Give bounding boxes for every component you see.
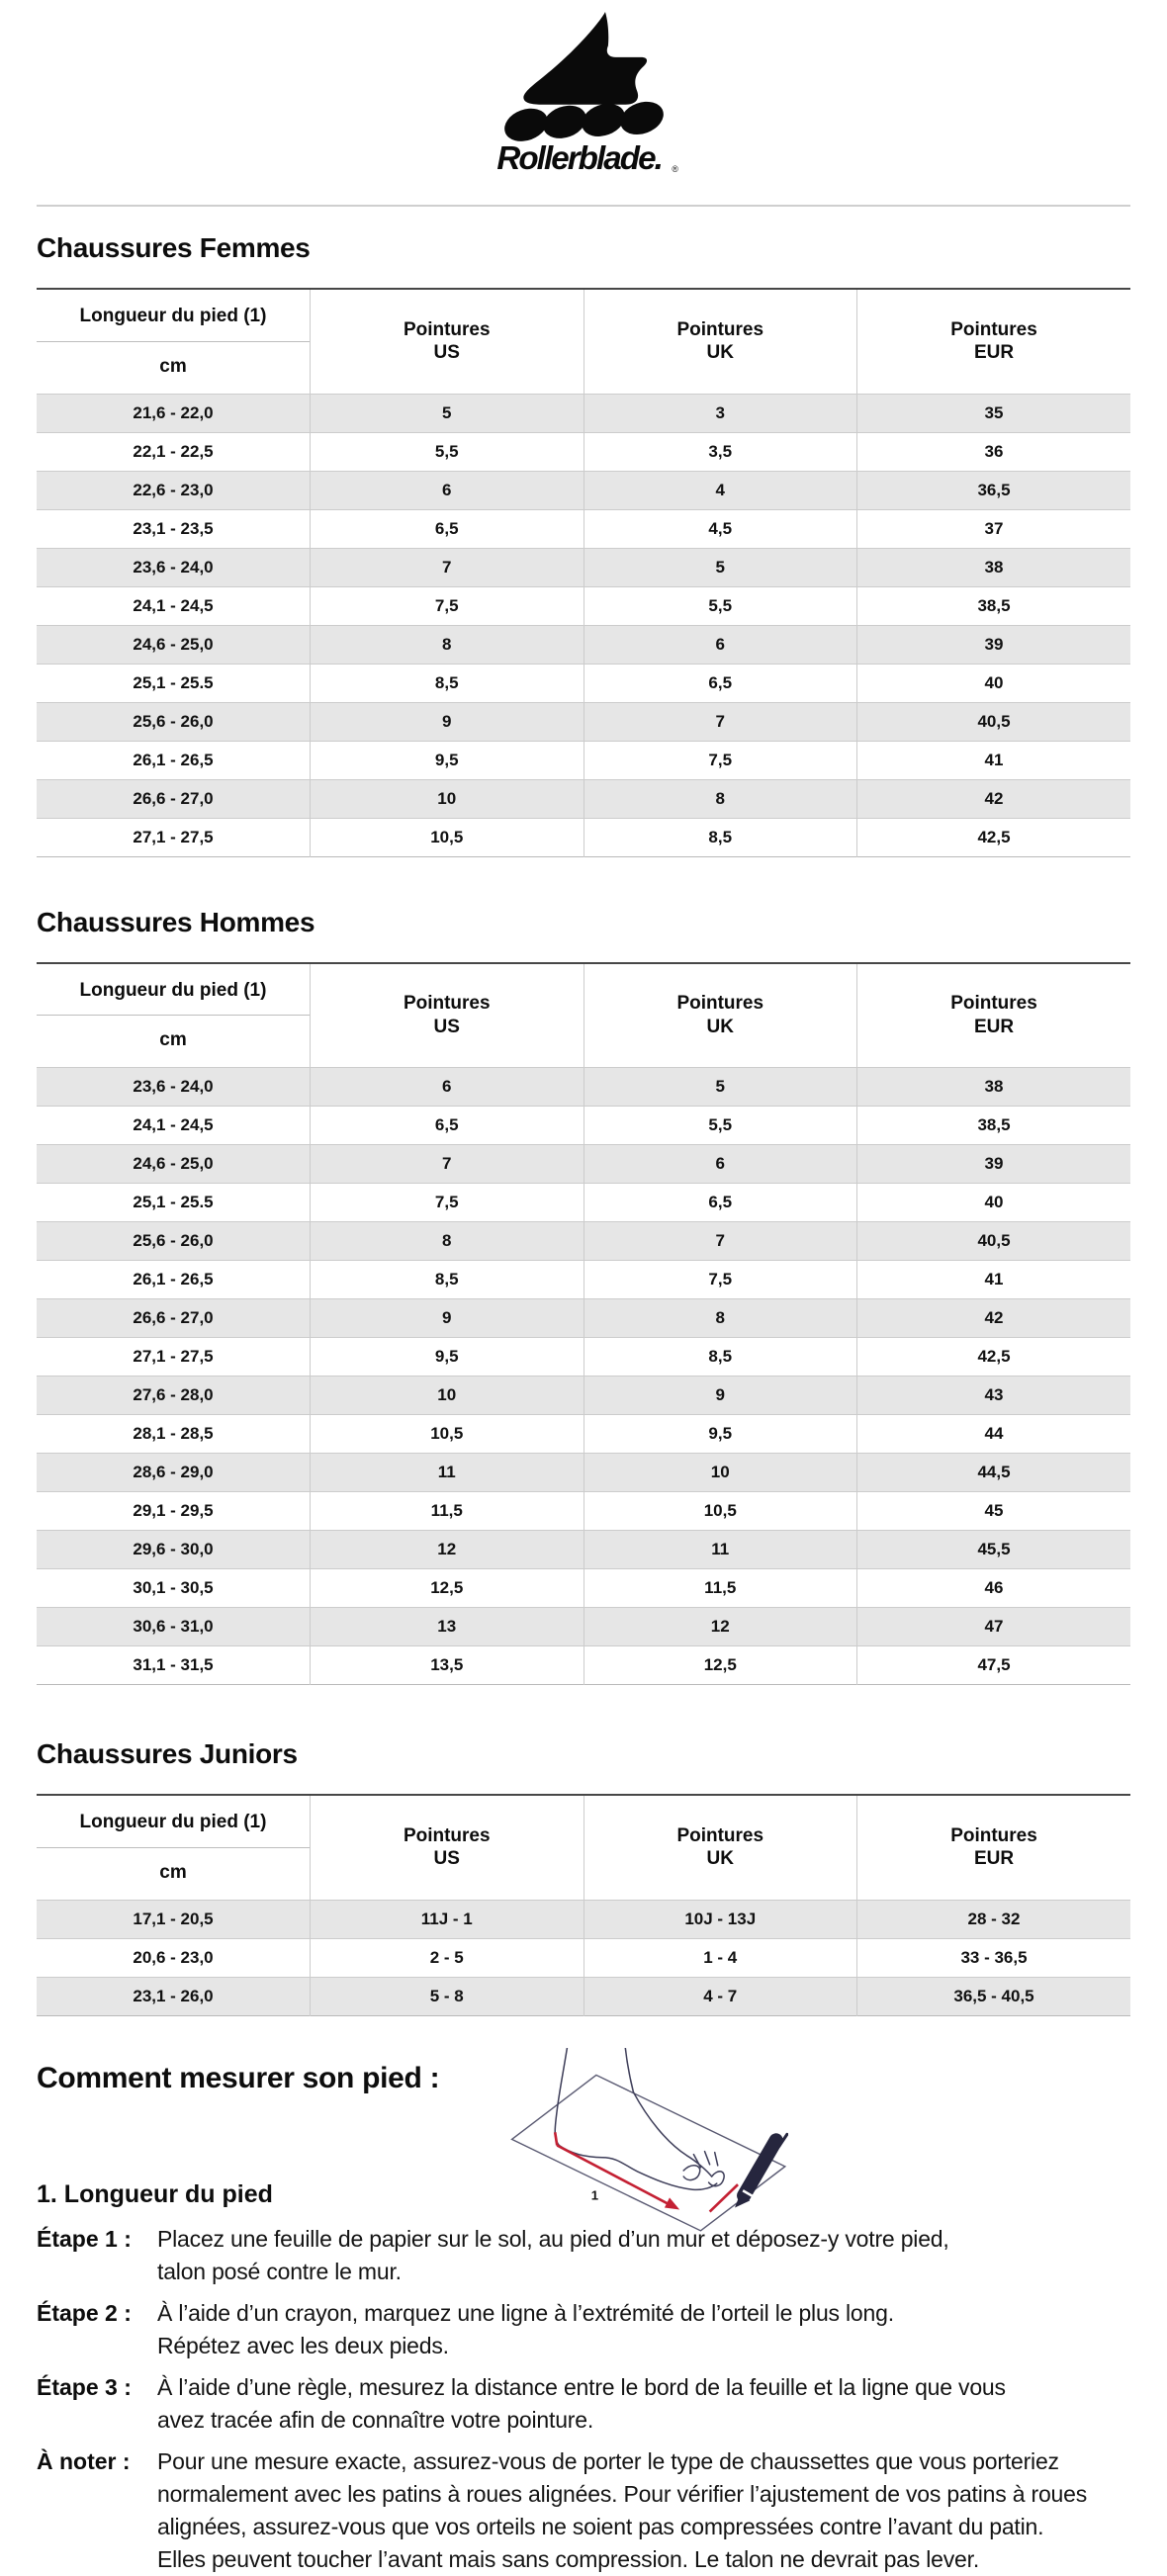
table-cell: 11,5 — [584, 1569, 857, 1608]
table-cell: 6,5 — [584, 664, 857, 702]
table-cell: 38,5 — [857, 1107, 1131, 1145]
table-cell: 24,6 - 25,0 — [133, 1154, 214, 1173]
table-cell: 7,5 — [311, 1184, 584, 1222]
table-row — [37, 1454, 1130, 1492]
table-cell: 31,1 - 31,5 — [133, 1655, 214, 1674]
table-cell: 41 — [857, 741, 1131, 779]
table-cell: 41 — [857, 1261, 1131, 1299]
table-cell: 45,5 — [857, 1531, 1131, 1569]
table-cell: 6 — [311, 471, 584, 509]
step-line: À l’aide d’une règle, mesurez la distance entre le bord de la feuille et la ligne que vous — [157, 2373, 1006, 2400]
step-text — [157, 2445, 1087, 2576]
measure-sub-heading: 1. Longueur du pied — [37, 2179, 273, 2208]
table-cell: 11J - 1 — [311, 1900, 584, 1938]
table-cell: 7 — [311, 548, 584, 586]
col-header-eur: Pointures EUR — [857, 963, 1131, 1068]
table-cell: 44,5 — [857, 1454, 1131, 1492]
table-cell: 36 — [857, 432, 1131, 471]
table-cell: 7 — [311, 1145, 584, 1184]
table-cell: 6,5 — [584, 1184, 857, 1222]
table-cell: 39 — [857, 1145, 1131, 1184]
table-cell: 13,5 — [311, 1646, 584, 1685]
table-cell: 9 — [584, 1377, 857, 1415]
table-cell: 9,5 — [584, 1415, 857, 1454]
table-row — [37, 1415, 1130, 1454]
table-row — [37, 1569, 1130, 1608]
step-line: Elles peuvent toucher l’avant mais sans compression. Le talon ne devrait pas lever. — [157, 2545, 980, 2572]
col-header-uk: Pointures UK — [584, 963, 857, 1068]
rollerblade-logo-icon — [483, 12, 685, 178]
table-cell: 30,6 - 31,0 — [133, 1617, 214, 1636]
step-text — [157, 2297, 894, 2362]
table-cell: 7 — [584, 702, 857, 741]
paper-sheet — [512, 2075, 785, 2230]
foot-measure-illustration — [487, 2048, 788, 2241]
table-row — [37, 432, 1130, 471]
table-cell: 12 — [311, 1531, 584, 1569]
table-cell: 4,5 — [584, 509, 857, 548]
section-title-juniors: Chaussures Juniors — [37, 1738, 298, 1769]
table-cell: 9,5 — [311, 1338, 584, 1377]
table-cell: 4 — [584, 471, 857, 509]
table-row — [37, 1938, 1130, 1977]
table-cell: 47,5 — [857, 1646, 1131, 1685]
table-cell: 3 — [584, 394, 857, 432]
table-cell: 25,1 - 25.5 — [133, 672, 214, 692]
table-cell: 43 — [857, 1377, 1131, 1415]
table-cell: 25,6 - 26,0 — [133, 711, 214, 731]
table-row — [37, 1299, 1130, 1338]
step-line: Placez une feuille de papier sur le sol, au pied d’un mur et déposez-y votre pied, — [157, 2225, 949, 2252]
table-cell: 25,1 - 25.5 — [133, 1193, 214, 1211]
table-cell: 37 — [857, 509, 1131, 548]
table-cell: 6 — [584, 625, 857, 664]
table-cell: 5 — [584, 1068, 857, 1107]
table-cell: 27,6 - 28,0 — [133, 1385, 214, 1404]
table-cell: 26,1 - 26,5 — [133, 1270, 214, 1288]
table-cell: 29,6 - 30,0 — [133, 1540, 214, 1558]
table-cell: 38 — [857, 548, 1131, 586]
table-row — [37, 702, 1130, 741]
table-cell: 11,5 — [311, 1492, 584, 1531]
table-row — [37, 1261, 1130, 1299]
table-cell: 33 - 36,5 — [857, 1938, 1131, 1977]
table-row — [37, 1531, 1130, 1569]
table-cell: 12,5 — [584, 1646, 857, 1685]
table-cell: 40 — [857, 1184, 1131, 1222]
col-header-us: Pointures US — [311, 963, 584, 1068]
table-row — [37, 1977, 1130, 2015]
table-cell: 9 — [311, 1299, 584, 1338]
table-row — [37, 1145, 1130, 1184]
table-cell: 26,1 - 26,5 — [133, 750, 214, 769]
size-table-hommes — [37, 962, 1130, 1686]
step-line: À l’aide d’un crayon, marquez une ligne à l’extrémité de l’orteil le plus long. — [157, 2299, 894, 2326]
table-cell: 11 — [311, 1454, 584, 1492]
col-header-foot-length: Longueur du pied (1) cm — [37, 963, 311, 1068]
table-cell: 7 — [584, 1222, 857, 1261]
table-row — [37, 1107, 1130, 1145]
col-header-foot-length: Longueur du pied (1) cm — [37, 1795, 311, 1900]
table-cell: 40,5 — [857, 702, 1131, 741]
table-cell: 23,6 - 24,0 — [133, 557, 214, 577]
table-cell: 22,6 - 23,0 — [133, 480, 214, 499]
table-row — [37, 1222, 1130, 1261]
col-header-eur: Pointures EUR — [857, 289, 1131, 394]
table-cell: 38,5 — [857, 586, 1131, 625]
table-row — [37, 394, 1130, 432]
measure-heading: Comment mesurer son pied : — [37, 2061, 440, 2094]
table-cell: 26,6 - 27,0 — [133, 1308, 214, 1327]
table-cell: 5 — [584, 548, 857, 586]
col-header-uk: Pointures UK — [584, 289, 857, 394]
logo-boot-shape — [523, 12, 647, 105]
step-line: alignées, assurez-vous que vos orteils ne soient pas compressées contre l’avant du patin. — [157, 2513, 1044, 2539]
table-row — [37, 1068, 1130, 1107]
table-cell: 4 - 7 — [584, 1977, 857, 2015]
table-cell: 8,5 — [584, 818, 857, 856]
table-cell: 3,5 — [584, 432, 857, 471]
section-title-hommes: Chaussures Hommes — [37, 906, 315, 937]
table-cell: 28 - 32 — [857, 1900, 1131, 1938]
table-cell: 47 — [857, 1608, 1131, 1646]
table-cell: 27,1 - 27,5 — [133, 1347, 214, 1366]
step-etape-2 — [37, 2297, 1130, 2362]
table-cell: 1 - 4 — [584, 1938, 857, 1977]
step-text — [157, 2371, 1006, 2437]
step-label: Étape 3 : — [37, 2373, 132, 2400]
table-cell: 29,1 - 29,5 — [133, 1501, 214, 1520]
table-cell: 42 — [857, 779, 1131, 818]
table-cell: 26,6 - 27,0 — [133, 788, 214, 808]
table-cell: 40,5 — [857, 1222, 1131, 1261]
col-header-eur: Pointures EUR — [857, 1795, 1131, 1900]
table-row — [37, 1900, 1130, 1938]
step-label: Étape 1 : — [37, 2225, 132, 2252]
table-cell: 36,5 - 40,5 — [857, 1977, 1131, 2015]
table-cell: 8 — [311, 625, 584, 664]
table-cell: 11 — [584, 1531, 857, 1569]
step-etape-3 — [37, 2371, 1130, 2437]
logo-wordmark: Rollerblade. — [495, 140, 662, 178]
table-cell: 6 — [584, 1145, 857, 1184]
table-row — [37, 779, 1130, 818]
table-cell: 17,1 - 20,5 — [133, 1909, 214, 1928]
table-cell: 8 — [584, 779, 857, 818]
table-cell: 6,5 — [311, 509, 584, 548]
table-cell: 28,1 - 28,5 — [133, 1424, 214, 1443]
table-cell: 23,1 - 23,5 — [133, 518, 214, 538]
measure-steps — [37, 2223, 1130, 2576]
table-row — [37, 625, 1130, 664]
table-cell: 42,5 — [857, 818, 1131, 856]
table-cell: 5,5 — [584, 586, 857, 625]
table-cell: 10,5 — [584, 1492, 857, 1531]
table-cell: 5,5 — [584, 1107, 857, 1145]
table-cell: 44 — [857, 1415, 1131, 1454]
col-header-us: Pointures US — [311, 289, 584, 394]
table-row — [37, 664, 1130, 702]
step-line: Pour une mesure exacte, assurez-vous de porter le type de chaussettes que vous porteriez — [157, 2447, 1059, 2474]
table-cell: 7,5 — [584, 741, 857, 779]
measure-label-1: 1 — [590, 2186, 599, 2202]
table-cell: 42 — [857, 1299, 1131, 1338]
table-cell: 45 — [857, 1492, 1131, 1531]
table-cell: 8,5 — [311, 664, 584, 702]
table-row — [37, 548, 1130, 586]
table-cell: 8 — [311, 1222, 584, 1261]
table-cell: 9,5 — [311, 741, 584, 779]
table-cell: 10 — [311, 1377, 584, 1415]
table-cell: 2 - 5 — [311, 1938, 584, 1977]
table-cell: 46 — [857, 1569, 1131, 1608]
table-row — [37, 586, 1130, 625]
size-table-juniors — [37, 1794, 1130, 2016]
col-header-foot-length: Longueur du pied (1) cm — [37, 289, 311, 394]
table-row — [37, 471, 1130, 509]
logo-registered-mark: ® — [671, 164, 678, 175]
table-cell: 38 — [857, 1068, 1131, 1107]
table-row — [37, 741, 1130, 779]
table-row — [37, 509, 1130, 548]
header-divider — [37, 205, 1130, 207]
table-row — [37, 818, 1130, 856]
table-cell: 30,1 - 30,5 — [133, 1578, 214, 1597]
table-cell: 10,5 — [311, 1415, 584, 1454]
table-cell: 20,6 - 23,0 — [133, 1947, 214, 1967]
table-row — [37, 1646, 1130, 1685]
table-cell: 10 — [584, 1454, 857, 1492]
table-cell: 23,6 - 24,0 — [133, 1077, 214, 1096]
step-label: Étape 2 : — [37, 2299, 132, 2326]
table-row — [37, 1492, 1130, 1531]
table-cell: 28,6 - 29,0 — [133, 1463, 214, 1481]
table-cell: 13 — [311, 1608, 584, 1646]
step-a-noter — [37, 2445, 1130, 2576]
col-header-us: Pointures US — [311, 1795, 584, 1900]
table-cell: 25,6 - 26,0 — [133, 1231, 214, 1250]
table-cell: 6,5 — [311, 1107, 584, 1145]
table-cell: 23,1 - 26,0 — [133, 1986, 214, 2005]
step-line: normalement avec les patins à roues alignées. Pour vérifier l’ajustement de vos patins à roues — [157, 2480, 1088, 2507]
table-cell: 10J - 13J — [584, 1900, 857, 1938]
table-cell: 5,5 — [311, 432, 584, 471]
table-cell: 10,5 — [311, 818, 584, 856]
table-row — [37, 1338, 1130, 1377]
table-cell: 5 — [311, 394, 584, 432]
table-row — [37, 1377, 1130, 1415]
table-cell: 42,5 — [857, 1338, 1131, 1377]
table-cell: 24,1 - 24,5 — [133, 1115, 214, 1134]
table-cell: 21,6 - 22,0 — [133, 402, 214, 422]
table-cell: 9 — [311, 702, 584, 741]
table-cell: 40 — [857, 664, 1131, 702]
table-cell: 35 — [857, 394, 1131, 432]
table-cell: 8,5 — [584, 1338, 857, 1377]
table-cell: 6 — [311, 1068, 584, 1107]
step-line: talon posé contre le mur. — [157, 2258, 402, 2284]
table-cell: 27,1 - 27,5 — [133, 827, 214, 846]
table-cell: 22,1 - 22,5 — [133, 441, 214, 461]
table-cell: 24,1 - 24,5 — [133, 595, 214, 615]
table-cell: 7,5 — [311, 586, 584, 625]
table-cell: 12 — [584, 1608, 857, 1646]
table-cell: 7,5 — [584, 1261, 857, 1299]
step-line: avez tracée afin de connaître votre pointure. — [157, 2406, 594, 2433]
step-line: Répétez avec les deux pieds. — [157, 2332, 449, 2358]
table-cell: 10 — [311, 779, 584, 818]
section-title-femmes: Chaussures Femmes — [37, 232, 311, 263]
table-row — [37, 1184, 1130, 1222]
table-cell: 12,5 — [311, 1569, 584, 1608]
measure-section — [37, 2062, 1130, 2576]
table-cell: 8,5 — [311, 1261, 584, 1299]
step-label: À noter : — [37, 2447, 131, 2474]
table-cell: 36,5 — [857, 471, 1131, 509]
table-cell: 8 — [584, 1299, 857, 1338]
size-table-femmes — [37, 288, 1130, 857]
table-row — [37, 1608, 1130, 1646]
logo — [37, 0, 1130, 183]
table-cell: 24,6 - 25,0 — [133, 634, 214, 654]
table-cell: 39 — [857, 625, 1131, 664]
col-header-uk: Pointures UK — [584, 1795, 857, 1900]
table-cell: 5 - 8 — [311, 1977, 584, 2015]
